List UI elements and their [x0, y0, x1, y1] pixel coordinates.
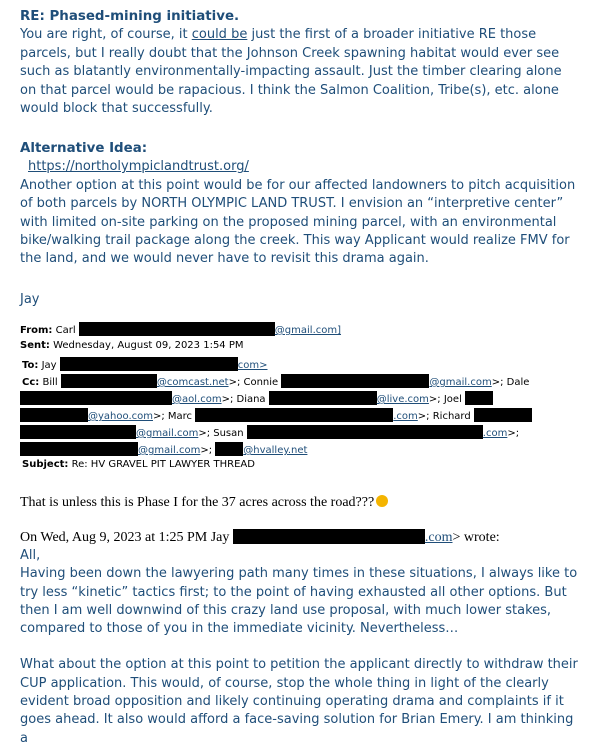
- cc-line-3: @yahoo.com>; Marc .com>; Richard: [20, 408, 532, 422]
- alternative-body: Another option at this point would be for our affected landowners to pitch acquisition of both parcels by NORTH OLYMPIC LAND TRUST. I envision an “interpretive center” with limited on-site parking on the proposed mining parcel, with an environmental bike/walking trail package along the creek. This way Applicant would realize FMV for the land, and we would never have to revisit this drama again.: [20, 177, 576, 267]
- redaction-block: [195, 408, 393, 422]
- cc-line-4: @gmail.com>; Susan .com>;: [20, 425, 519, 439]
- redaction-block: [215, 442, 243, 456]
- redaction-block: [61, 374, 157, 388]
- land-trust-link-line: [20, 158, 580, 176]
- redaction-block: [474, 408, 532, 422]
- emphasis-could-be: could be: [191, 27, 248, 43]
- redaction-block: [20, 425, 136, 439]
- redaction-block: [247, 425, 483, 439]
- cc-line-5: @gmail.com>; @hvalley.net: [20, 442, 307, 456]
- redaction-block: [233, 529, 425, 544]
- cc-line-1: Cc: Bill @comcast.net>; Connie @gmail.com>; Dale: [22, 374, 529, 388]
- reply-section: [20, 8, 580, 118]
- alternative-section: [20, 140, 580, 309]
- subject-line: Subject: Re: HV GRAVEL PIT LAWYER THREAD: [22, 459, 255, 470]
- to-line: To: Jay com>: [22, 357, 268, 371]
- land-trust-link[interactable]: https://northolympiclandtrust.org/: [28, 159, 249, 175]
- redaction-block: [20, 391, 172, 405]
- redaction-block: [79, 322, 275, 336]
- quoted-para-2: What about the option at this point to petition the applicant directly to withdraw their CUP application. This would, of course, stop the whole thing in light of the clearly evident broad opposition and likely continuing operating drama and complaints if it goes ahead. It also would afford a face-saving solution for Brian Emery. I am thinking a: [20, 657, 578, 746]
- quoted-body: [20, 547, 585, 748]
- quoted-greeting: All,: [20, 548, 41, 563]
- message-line: That is unless this is Phase I for the 37 acres across the road???: [20, 495, 388, 511]
- reply-body: You are right, of course, it could be just the first of a broader initiative RE those parcels, but I really doubt that the Johnson Creek spawning habitat would ever see such as blatantly environmentally-impacting assault. Just the timber clearing alone on that parcel would be rapacious. I think the Salmon Coalition, Tribe(s), etc. alone would block that successfully.: [20, 27, 562, 117]
- quoted-para-1: Having been down the lawyering path many times in these situations, I always like to try less “kinetic” tactics first; to the point of having exhausted all other options. But then I am well downwind of this crazy land use proposal, with much lower stakes, compared to those of you in the immediate vicinity. Nevertheless…: [20, 566, 578, 637]
- signature: Jay: [20, 291, 40, 307]
- quoted-header: On Wed, Aug 9, 2023 at 1:25 PM Jay .com> wrote:: [20, 530, 500, 545]
- thinking-face-icon: [376, 495, 388, 507]
- sent-line: Sent: Wednesday, August 09, 2023 1:54 PM: [20, 340, 244, 351]
- redaction-block: [60, 357, 238, 371]
- alternative-heading: Alternative Idea:: [20, 141, 148, 156]
- cc-line-2: @aol.com>; Diana @live.com>; Joel: [20, 391, 493, 405]
- redaction-block: [20, 442, 138, 456]
- from-line: From: Carl @gmail.com]: [20, 322, 341, 336]
- reply-title: Phased-mining initiative.: [49, 9, 240, 24]
- reply-heading: RE: Phased-mining initiative.: [20, 9, 240, 24]
- redaction-block: [281, 374, 429, 388]
- redaction-block: [465, 391, 493, 405]
- redaction-block: [20, 408, 88, 422]
- redaction-block: [269, 391, 377, 405]
